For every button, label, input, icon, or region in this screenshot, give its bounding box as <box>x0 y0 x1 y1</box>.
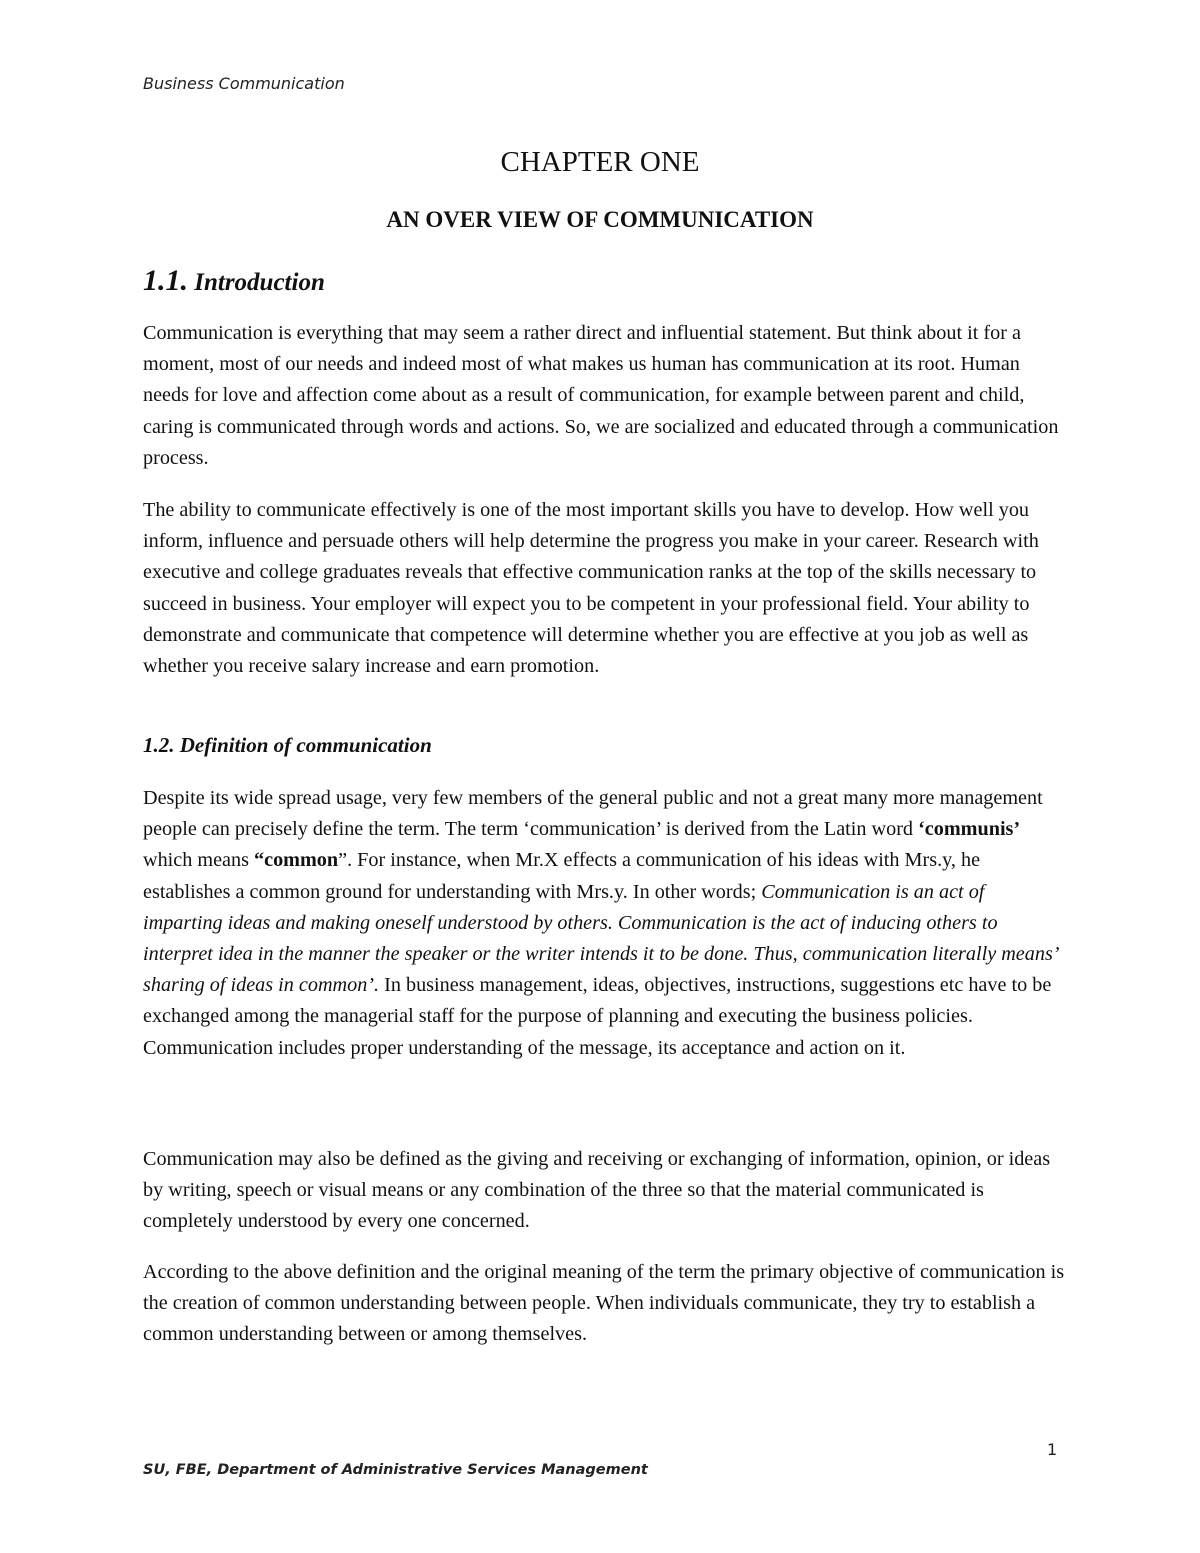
page-number: 1 <box>1047 1440 1058 1459</box>
definition-text-a: Despite its wide spread usage, very few members of the general public and not a great many more management people can precisely define the term. The term ‘communication’ is derived from the Latin word <box>143 787 1043 841</box>
definition-text-c: ”. For instance, when Mr.X effects a communication of his ideas with Mrs.y, he establishes a common ground for understanding with Mrs.y. In other words; <box>143 849 981 903</box>
definition-text-d: In business management, ideas, objectives, instructions, suggestions etc have to be exchanged among the managerial staff for the purpose of planning and executing the business policies. Communication includes proper understanding of the message, its acceptance and action on it. <box>143 974 1052 1059</box>
definition-text-b: which means <box>143 849 255 872</box>
running-header: Business Communication <box>143 74 345 93</box>
chapter-title: CHAPTER ONE <box>500 146 700 178</box>
section-heading-introduction <box>143 264 325 298</box>
intro-paragraph-1: Communication is everything that may seem a rather direct and influential statement. But think about it for a moment, most of our needs and indeed most of what makes us human has communication at its root. Human needs for love and affection come about as a result of communication, for example between parent and child, caring is communicated through words and actions. So, we are socialized and educated through a communication process. <box>143 322 1059 469</box>
chapter-subtitle: AN OVER VIEW OF COMMUNICATION <box>386 207 814 232</box>
running-footer: SU, FBE, Department of Administrative Services Management <box>143 1462 648 1478</box>
definition-paragraph-3: According to the above definition and the original meaning of the term the primary objective of communication is the creation of common understanding between people. When individuals communicate, they try to establish a common understanding between or among themselves. <box>143 1261 1065 1346</box>
section-number: 1.1. <box>143 264 188 297</box>
definition-paragraph-2: Communication may also be defined as the giving and receiving or exchanging of information, opinion, or ideas by writing, speech or visual means or any combination of the three so that the material communicated is completely understood by every one concerned. <box>143 1148 1051 1233</box>
latin-term: ‘communis’ <box>918 818 1021 841</box>
common-term: “common <box>254 849 339 872</box>
section-heading-definition: 1.2. Definition of communication <box>143 733 432 757</box>
section-title: Introduction <box>194 269 325 296</box>
definition-paragraph-1 <box>143 783 1068 1064</box>
intro-paragraph-2: The ability to communicate effectively is one of the most important skills you have to develop. How well you inform, influence and persuade others will help determine the progress you make in your career. Research with executive and college graduates reveals that effective communication ranks at the top of the skills necessary to succeed in business. Your employer will expect you to be competent in your professional field. Your ability to demonstrate and communicate that competence will determine whether you are effective at you job as well as whether you receive salary increase and earn promotion. <box>143 499 1039 678</box>
definition-italic-quote: Communication is an act of imparting ideas and making oneself understood by others. Communication is the act of inducing others to interpret idea in the manner the speaker or the writer intends it to be done. Thus, communication literally means’ sharing of ideas in common’. <box>143 880 1058 997</box>
